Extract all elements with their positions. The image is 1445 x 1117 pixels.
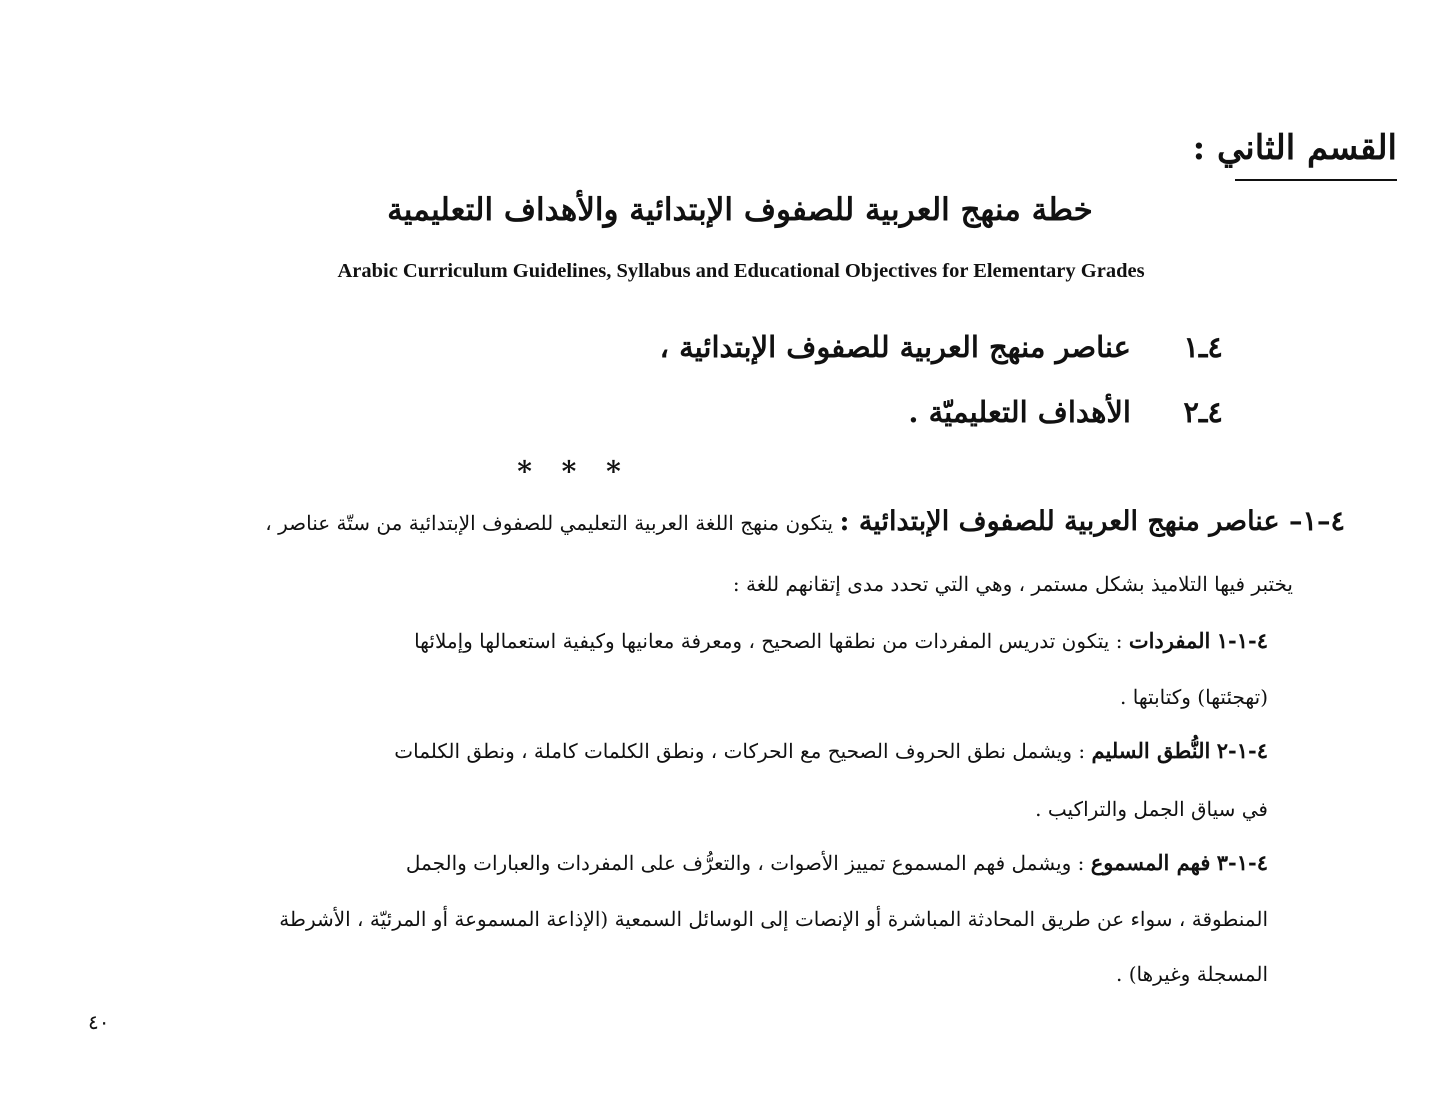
arabic-title: خطة منهج العربية للصفوف الإبتدائية والأهداف التعليمية bbox=[387, 192, 1093, 228]
separator-stars: * * * bbox=[517, 455, 631, 488]
list-item-text: : يتكون تدريس المفردات من نطقها الصحيح ، ومعرفة معانيها وكيفية استعمالها وإملائها bbox=[414, 629, 1123, 653]
list-item-continuation: المنطوقة ، سواء عن طريق المحادثة المباشرة أو الإنصات إلى الوسائل السمعية (الإذاعة المسموعة أو المرئيّة ، الأشرطة bbox=[279, 907, 1268, 931]
outline-item-number: ٤ـ٢ bbox=[1183, 395, 1223, 429]
intro-heading: ٤–١– عناصر منهج العربية للصفوف الإبتدائية : bbox=[839, 506, 1345, 537]
list-item-text: : ويشمل نطق الحروف الصحيح مع الحركات ، ونطق الكلمات كاملة ، ونطق الكلمات bbox=[394, 739, 1086, 763]
intro-line: يختبر فيها التلاميذ بشكل مستمر ، وهي التي تحدد مدى إتقانهم للغة : bbox=[732, 572, 1293, 596]
list-item-label: المفردات bbox=[1128, 628, 1211, 653]
list-item-continuation: في سياق الجمل والتراكيب . bbox=[1035, 797, 1268, 821]
page-number: ٤٠ bbox=[88, 1010, 110, 1034]
list-item-text: : ويشمل فهم المسموع تمييز الأصوات ، والتعرُّف على المفردات والعبارات والجمل bbox=[405, 851, 1085, 875]
list-item-label: فهم المسموع bbox=[1090, 850, 1211, 875]
list-item-number: ٤-١-٢ bbox=[1216, 738, 1268, 763]
list-item-continuation: المسجلة وغيرها) . bbox=[1115, 962, 1268, 986]
list-item-number: ٤-١-١ bbox=[1216, 628, 1268, 653]
intro-line bbox=[265, 506, 1345, 537]
list-item-number: ٤-١-٣ bbox=[1216, 850, 1268, 875]
outline-item-number: ٤ـ١ bbox=[1183, 330, 1223, 364]
section-heading-underline bbox=[1235, 179, 1397, 181]
outline-item-text: الأهداف التعليميّة . bbox=[908, 395, 1131, 429]
outline-item bbox=[660, 330, 1223, 364]
outline-item-text: عناصر منهج العربية للصفوف الإبتدائية ، bbox=[659, 330, 1131, 364]
list-item-continuation: (تهجئتها) وكتابتها . bbox=[1120, 685, 1268, 709]
english-title: Arabic Curriculum Guidelines, Syllabus and Educational Objectives for Elementary Grades bbox=[337, 260, 1145, 282]
intro-text: يتكون منهج اللغة العربية التعليمي للصفوف الإبتدائية من ستّة عناصر ، bbox=[265, 511, 834, 535]
outline-item bbox=[908, 395, 1223, 429]
list-item bbox=[406, 850, 1268, 875]
list-item bbox=[394, 738, 1268, 763]
section-heading: القسم الثاني : bbox=[1192, 128, 1397, 168]
list-item bbox=[414, 628, 1268, 653]
list-item-label: النُّطق السليم bbox=[1091, 738, 1211, 763]
